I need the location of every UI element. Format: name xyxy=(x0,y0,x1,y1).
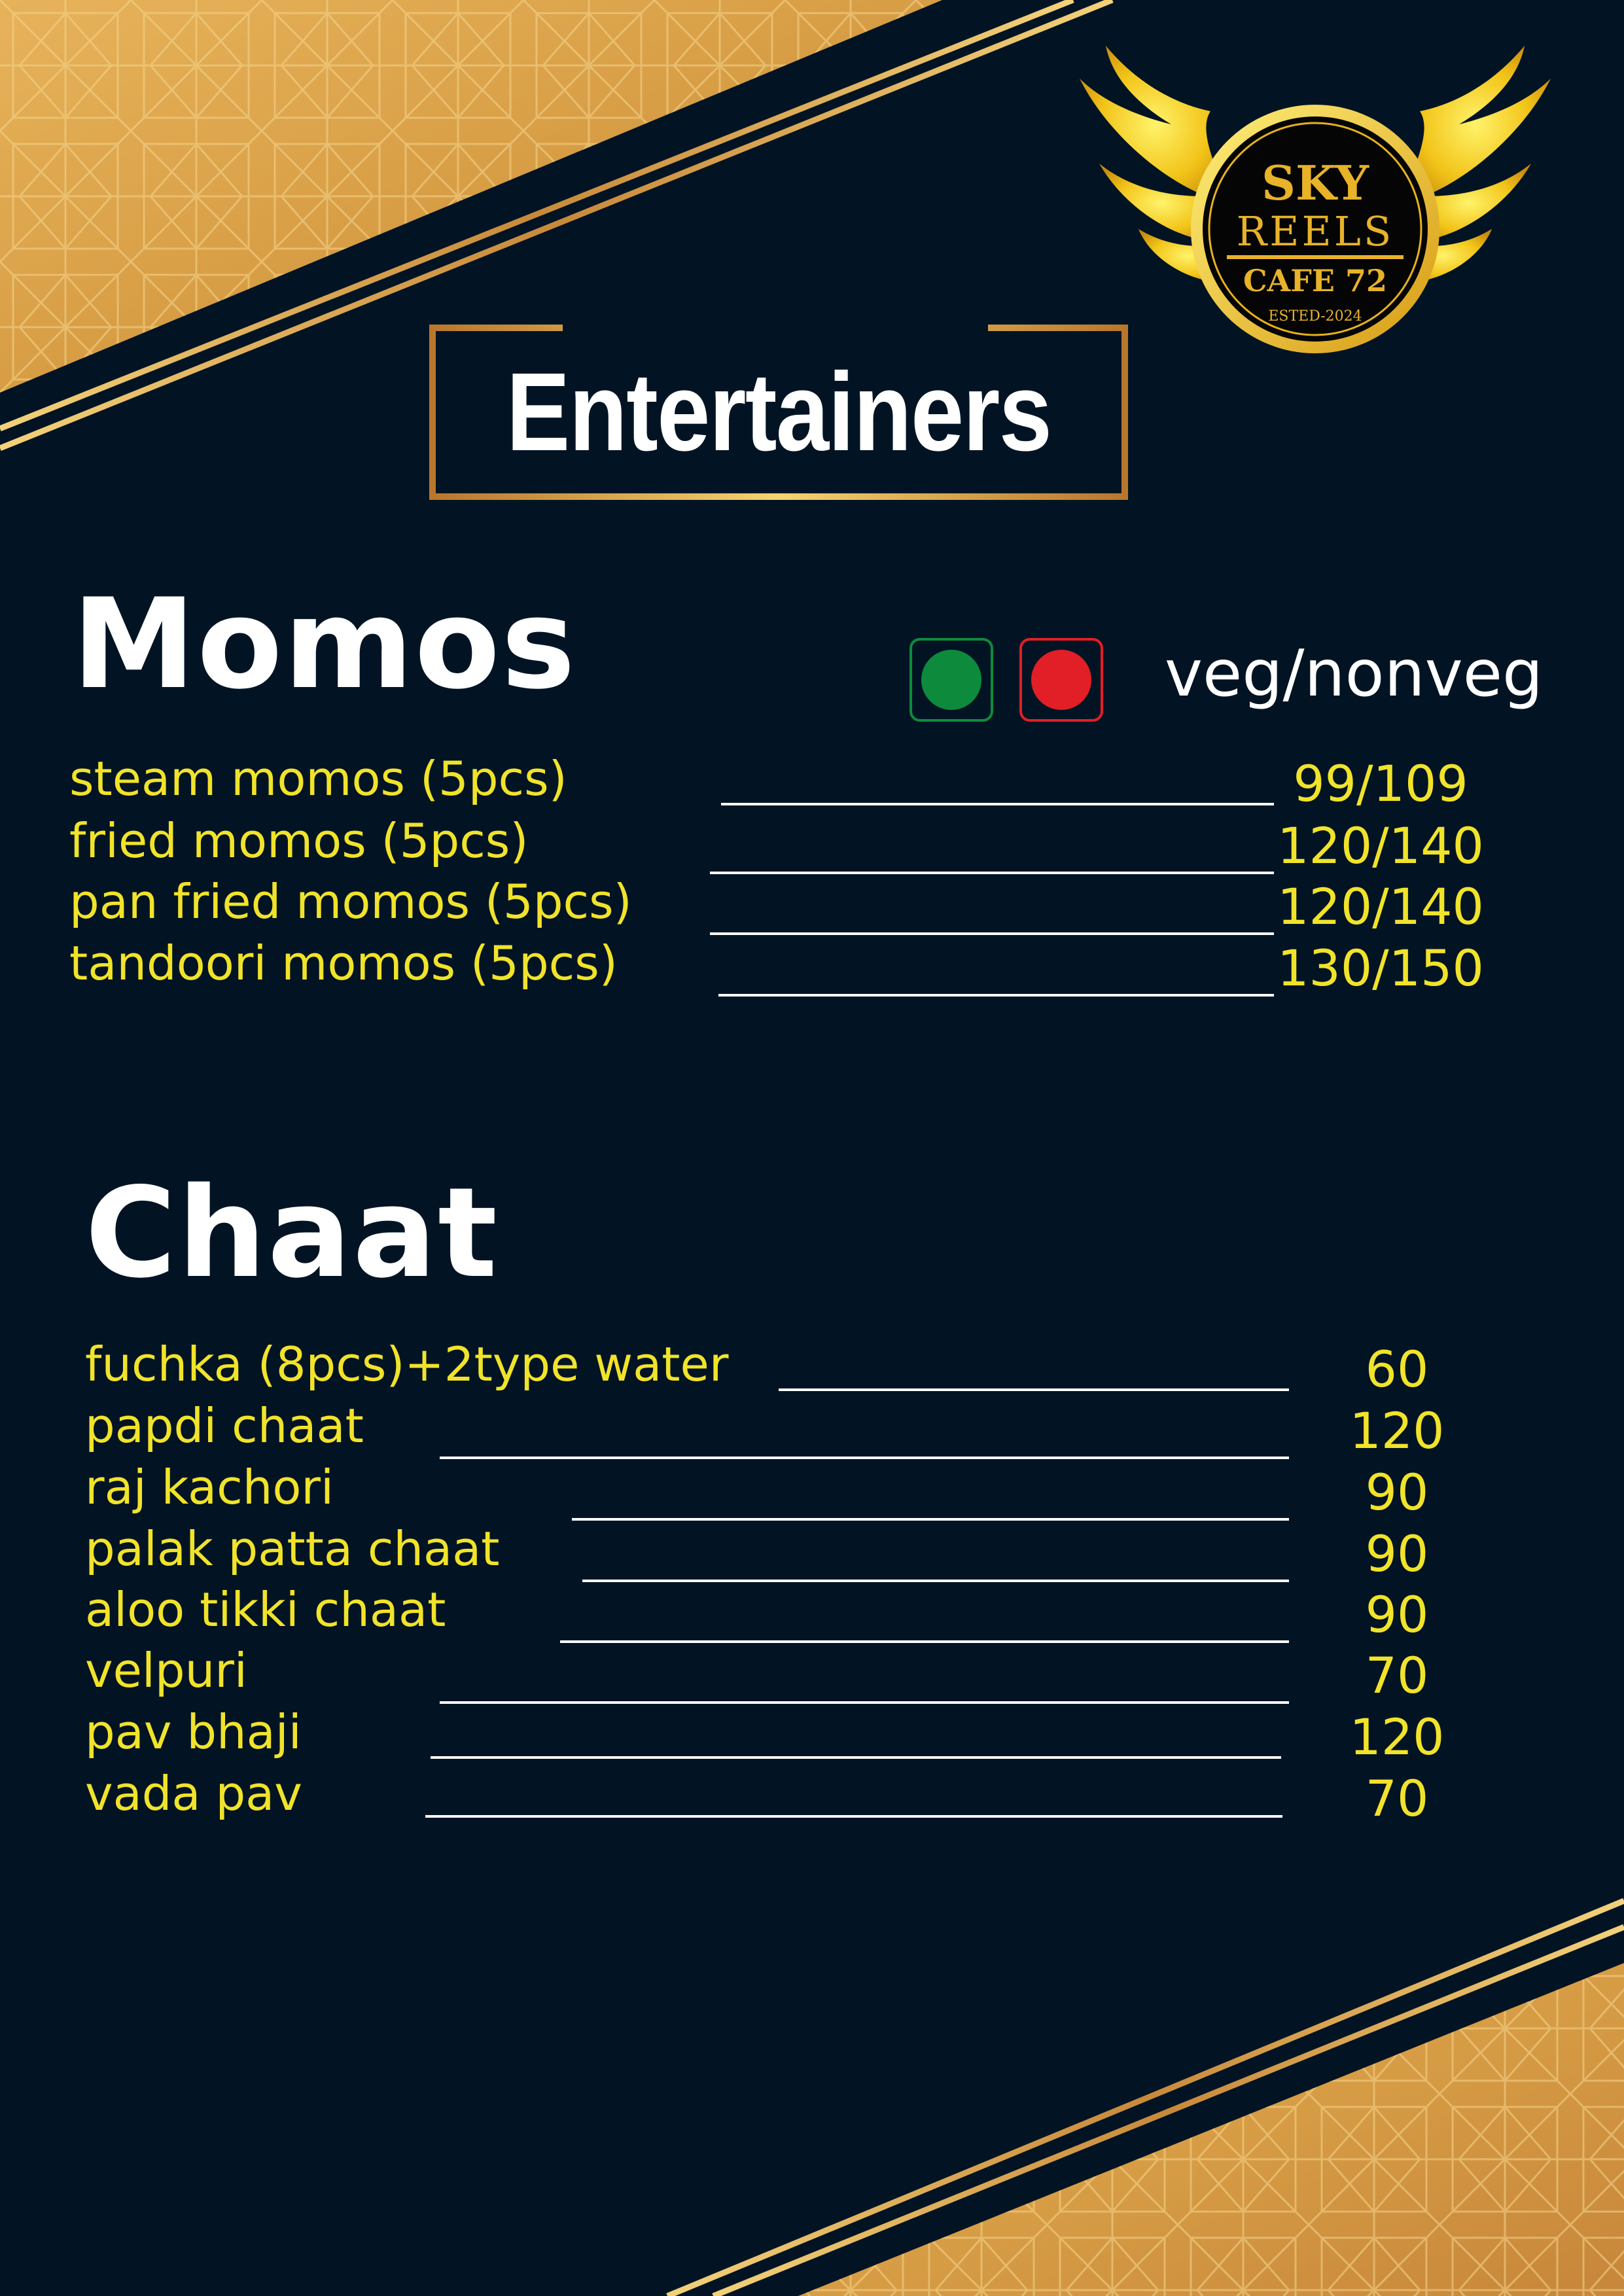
leader-line xyxy=(779,1388,1289,1391)
svg-text:ESTED-2024: ESTED-2024 xyxy=(1268,308,1362,325)
leader-line xyxy=(718,994,1274,997)
menu-item xyxy=(0,1764,1624,1826)
item-price: 120 xyxy=(1349,1708,1445,1766)
item-name: steam momos (5pcs) xyxy=(69,751,567,806)
veg-indicator-icon xyxy=(909,638,993,722)
item-name: fried momos (5pcs) xyxy=(69,813,529,868)
item-price: 120 xyxy=(1349,1402,1445,1460)
item-name: vada pav xyxy=(85,1766,302,1821)
menu-item xyxy=(0,1396,1624,1458)
item-price: 70 xyxy=(1365,1646,1429,1704)
menu-item xyxy=(0,934,1624,995)
svg-text:REELS: REELS xyxy=(1236,207,1394,255)
menu-item xyxy=(0,1519,1624,1581)
item-price: 90 xyxy=(1365,1585,1429,1644)
item-price: 90 xyxy=(1365,1463,1429,1521)
svg-text:SKY: SKY xyxy=(1261,155,1369,211)
menu-item xyxy=(0,1703,1624,1764)
svg-text:CAFE 72: CAFE 72 xyxy=(1243,263,1388,298)
section-heading-chaat: Chaat xyxy=(85,1161,499,1305)
item-name: palak patta chaat xyxy=(85,1521,500,1576)
item-name: fuchka (8pcs)+2type water xyxy=(85,1337,729,1392)
item-price: 120/140 xyxy=(1277,817,1484,875)
item-name: papdi chaat xyxy=(85,1398,364,1453)
item-price: 120/140 xyxy=(1277,877,1484,936)
menu-item xyxy=(0,1641,1624,1703)
section-heading-momos: Momos xyxy=(72,572,577,716)
veg-nonveg-label: veg/nonveg xyxy=(1165,637,1544,711)
nonveg-indicator-icon xyxy=(1019,638,1103,722)
item-price: 130/150 xyxy=(1277,939,1484,997)
item-name: velpuri xyxy=(85,1643,247,1698)
item-price: 60 xyxy=(1365,1340,1429,1398)
menu-item xyxy=(0,1335,1624,1396)
menu-item xyxy=(0,1580,1624,1642)
leader-line xyxy=(431,1756,1281,1759)
menu-item xyxy=(0,811,1624,873)
menu-item xyxy=(0,872,1624,934)
item-price: 90 xyxy=(1365,1525,1429,1583)
item-name: pav bhaji xyxy=(85,1704,302,1759)
item-price: 70 xyxy=(1365,1769,1429,1828)
cafe-logo xyxy=(1067,33,1564,373)
item-name: tandoori momos (5pcs) xyxy=(69,936,618,991)
menu-item xyxy=(0,749,1624,811)
item-name: pan fried momos (5pcs) xyxy=(69,874,632,929)
leader-line xyxy=(721,803,1274,805)
menu-item xyxy=(0,1458,1624,1519)
leader-line xyxy=(425,1815,1282,1818)
page-title: Entertainers xyxy=(506,350,1051,474)
item-name: aloo tikki chaat xyxy=(85,1582,446,1637)
item-price: 99/109 xyxy=(1293,754,1468,813)
item-name: raj kachori xyxy=(85,1460,334,1515)
